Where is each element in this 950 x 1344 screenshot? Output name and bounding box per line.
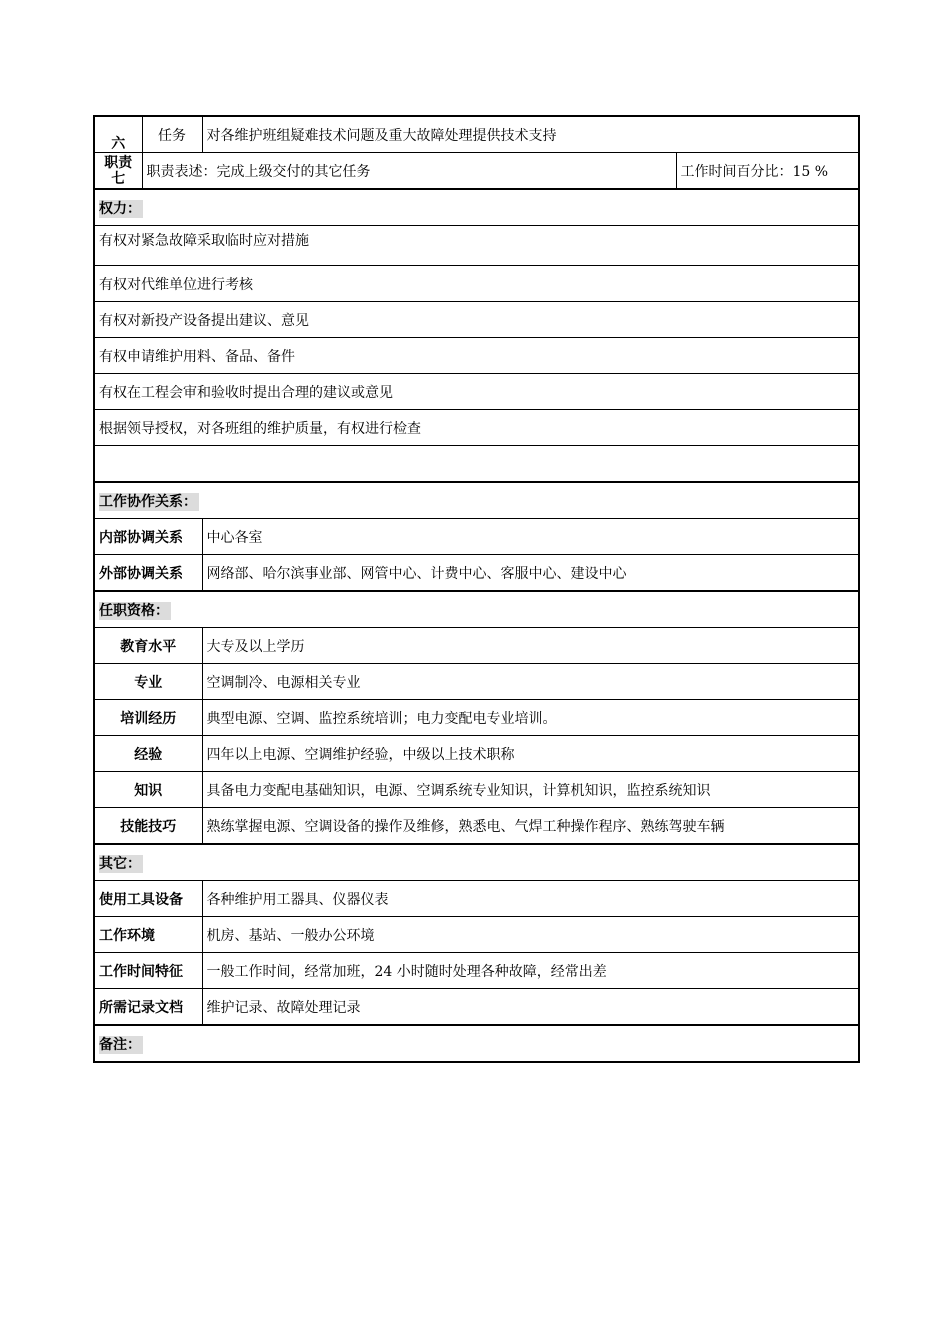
authority-item-row [94,226,859,266]
duty-six-number [94,116,142,153]
other-row [94,989,859,1026]
qualification-value: 熟练掌握电源、空调设备的操作及维修，熟悉电、气焊工种操作程序、熟练驾驶车辆 [202,808,859,845]
duty-six-task-text: 对各维护班组疑难技术问题及重大故障处理提供技术支持 [202,116,859,153]
duty-six-number-text: 六 [111,136,126,152]
cooperation-heading-row [94,482,859,519]
qualification-value: 四年以上电源、空调维护经验，中级以上技术职称 [202,736,859,772]
qualification-label: 培训经历 [94,700,202,736]
job-description-document [93,115,858,1063]
cooperation-heading-text: 工作协作关系： [99,493,197,510]
other-heading [94,844,859,881]
other-heading-text: 其它： [99,855,141,872]
authority-item-row [94,374,859,410]
qualification-label: 知识 [94,772,202,808]
authority-item: 根据领导授权，对各班组的维护质量，有权进行检查 [94,410,859,446]
qualifications-heading-text: 任职资格： [99,602,169,619]
duty-seven-row [94,153,859,190]
other-heading-row [94,844,859,881]
qualification-row [94,772,859,808]
authority-item: 有权申请维护用料、备品、备件 [94,338,859,374]
authority-item-empty [94,446,859,483]
other-label: 所需记录文档 [94,989,202,1026]
authority-item: 有权对代维单位进行考核 [94,266,859,302]
other-label: 使用工具设备 [94,881,202,917]
qualification-value: 大专及以上学历 [202,628,859,664]
duty-seven-label-line1: 职责 [104,154,133,171]
qualification-row [94,628,859,664]
job-description-table [93,115,860,1063]
duty-seven-time-percent: 工作时间百分比：15 % [676,153,859,190]
cooperation-row [94,555,859,592]
cooperation-row [94,519,859,555]
qualification-row [94,664,859,700]
qualifications-heading-row [94,591,859,628]
qualification-value: 典型电源、空调、监控系统培训；电力变配电专业培训。 [202,700,859,736]
cooperation-heading [94,482,859,519]
authority-heading [94,189,859,226]
authority-item-row [94,338,859,374]
other-value: 机房、基站、一般办公环境 [202,917,859,953]
other-label: 工作环境 [94,917,202,953]
qualification-label: 技能技巧 [94,808,202,845]
authority-heading-text: 权力： [99,200,141,217]
remarks-heading-text: 备注： [99,1036,141,1053]
cooperation-value: 网络部、哈尔滨事业部、网管中心、计费中心、客服中心、建设中心 [202,555,859,592]
remarks-heading-row [94,1025,859,1062]
other-value: 各种维护用工器具、仪器仪表 [202,881,859,917]
authority-item-row [94,302,859,338]
other-row [94,881,859,917]
cooperation-value: 中心各室 [202,519,859,555]
authority-item: 有权在工程会审和验收时提出合理的建议或意见 [94,374,859,410]
qualification-label: 专业 [94,664,202,700]
qualification-row [94,736,859,772]
duty-seven-label-line2: 七 [111,170,126,187]
other-value: 一般工作时间，经常加班，24 小时随时处理各种故障，经常出差 [202,953,859,989]
qualification-row [94,808,859,845]
authority-item: 有权对新投产设备提出建议、意见 [94,302,859,338]
other-row [94,917,859,953]
duty-six-task-label: 任务 [142,116,202,153]
other-label: 工作时间特征 [94,953,202,989]
qualification-row [94,700,859,736]
authority-item-row [94,410,859,446]
remarks-heading [94,1025,859,1062]
authority-item: 有权对紧急故障采取临时应对措施 [94,226,859,266]
cooperation-label: 外部协调关系 [94,555,202,592]
duty-seven-label [94,153,142,190]
qualifications-heading [94,591,859,628]
qualification-value: 具备电力变配电基础知识，电源、空调系统专业知识，计算机知识，监控系统知识 [202,772,859,808]
qualification-label: 经验 [94,736,202,772]
authority-item-row [94,266,859,302]
qualification-label: 教育水平 [94,628,202,664]
qualification-value: 空调制冷、电源相关专业 [202,664,859,700]
duty-seven-description: 职责表述：完成上级交付的其它任务 [142,153,676,190]
cooperation-label: 内部协调关系 [94,519,202,555]
other-value: 维护记录、故障处理记录 [202,989,859,1026]
authority-item-row-empty [94,446,859,483]
duty-six-row [94,116,859,153]
other-row [94,953,859,989]
authority-heading-row [94,189,859,226]
